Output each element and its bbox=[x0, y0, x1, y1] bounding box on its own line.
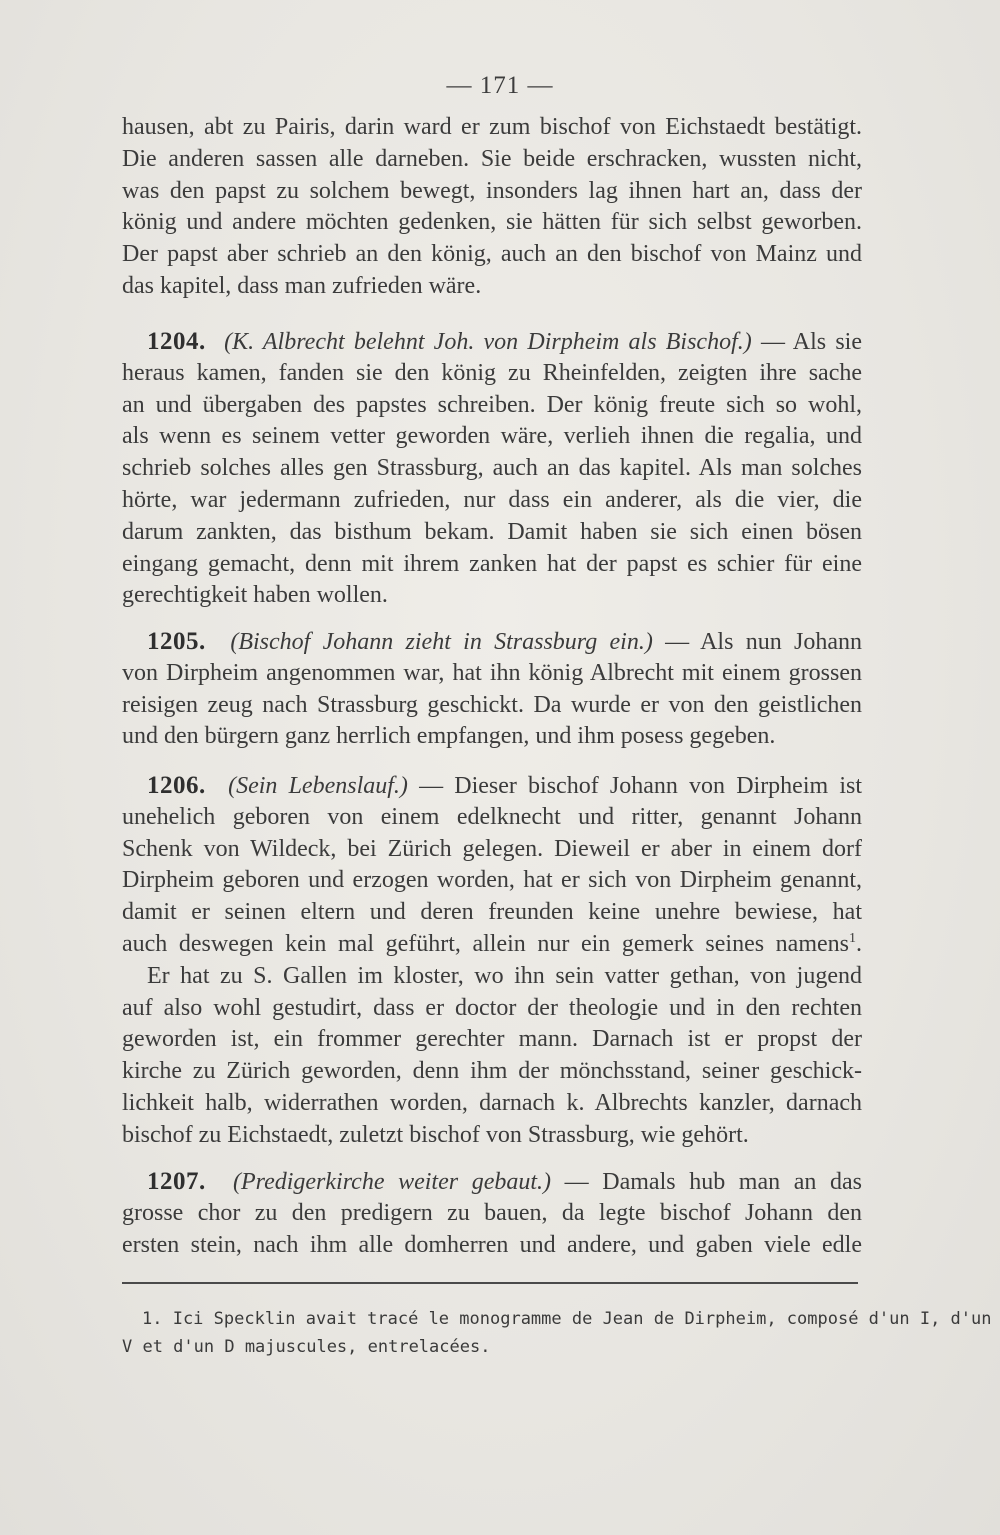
footnote-reference: 1 bbox=[849, 930, 856, 946]
text-line: geworden ist, ein frommer gerechter mann. Darnach ist er propst der bbox=[122, 1026, 862, 1053]
entry-number: 1206. bbox=[147, 772, 206, 799]
entry-heading-line bbox=[122, 770, 862, 802]
text-line-with-footnote: auch deswegen kein mal geführt, allein nur ein gemerk seines namens$^1$. bbox=[122, 930, 862, 957]
text-line: Er hat zu S. Gallen im kloster, wo ihn sein vatter gethan, von jugend bbox=[147, 962, 862, 989]
text-line: Der papst aber schrieb an den könig, auch an den bischof von Mainz und bbox=[122, 241, 862, 268]
text-line: hörte, war jedermann zufrieden, nur dass ein anderer, als die vier, die bbox=[122, 486, 862, 513]
text-line: eingang gemacht, denn mit ihrem zanken hat der papst es schier für eine bbox=[122, 550, 862, 577]
entry-number: 1205. bbox=[147, 628, 206, 655]
text-line: an und übergaben des papstes schreiben. Der könig freute sich so wohl, bbox=[122, 391, 862, 418]
page-number: — 171 — bbox=[446, 72, 554, 99]
text-line: das kapitel, dass man zufrieden wäre. bbox=[122, 272, 482, 299]
text-line: kirche zu Zürich geworden, denn ihm der mönchsstand, seiner geschick- bbox=[122, 1058, 862, 1085]
text-line: was den papst zu solchem bewegt, insonders lag ihnen hart an, dass der bbox=[122, 177, 862, 204]
text-line: bischof zu Eichstaedt, zuletzt bischof von Strassburg, wie gehört. bbox=[122, 1121, 749, 1148]
entry-1205 bbox=[122, 626, 862, 753]
entry-heading-line bbox=[122, 326, 862, 358]
text-line: unehelich geboren von einem edelknecht und ritter, genannt Johann bbox=[122, 803, 862, 830]
entry-first-line-text: — Damals hub man an das bbox=[564, 1169, 863, 1195]
text-line: und den bürgern ganz herrlich empfangen, und ihm posess gegeben. bbox=[122, 723, 776, 750]
entry-first-line-text: — Als sie bbox=[760, 329, 862, 355]
entry-first-line-text: — Als nun Johann bbox=[665, 629, 863, 655]
text-line: Schenk von Wildeck, bei Zürich gelegen. Dieweil er aber in einem dorf bbox=[122, 835, 862, 862]
text-line: schrieb solches alles gen Strassburg, auch an das kapitel. Als man solches bbox=[122, 455, 862, 482]
entry-title: (Bischof Johann zieht in Strassburg ein.) bbox=[230, 629, 653, 655]
footnote-line: 1. Ici Specklin avait tracé le monogramme de Jean de Dirpheim, composé d'un I, d'un bbox=[142, 1309, 992, 1329]
footnote bbox=[122, 1305, 992, 1361]
entry-heading-line bbox=[122, 626, 862, 658]
entry-1204 bbox=[122, 326, 862, 612]
text-fragment: auch deswegen kein mal geführt, allein nur ein gemerk seines namens bbox=[122, 930, 849, 957]
text-line: Die anderen sassen alle darneben. Sie beide erschracken, wussten nicht, bbox=[122, 145, 862, 172]
text-line: hausen, abt zu Pairis, darin ward er zum bischof von Eichstaedt bestätigt. bbox=[122, 114, 862, 140]
text-line: von Dirpheim angenommen war, hat ihn könig Albrecht mit einem grossen bbox=[122, 659, 862, 686]
entry-title: (K. Albrecht belehnt Joh. von Dirpheim als Bischof.) bbox=[224, 329, 752, 355]
entry-number: 1204. bbox=[147, 328, 206, 355]
entry-first-line-text: — Dieser bischof Johann von Dirpheim ist bbox=[419, 773, 863, 799]
entry-1207 bbox=[122, 1166, 862, 1261]
text-line: ersten stein, nach ihm alle domherren und andere, und gaben viele edle bbox=[122, 1231, 862, 1258]
text-line: könig und andere möchten gedenken, sie hätten für sich selbst geworben. bbox=[122, 209, 862, 236]
text-line: heraus kamen, fanden sie den könig zu Rheinfelden, zeigten ihre sache bbox=[122, 359, 862, 386]
text-line: Dirpheim geboren und erzogen worden, hat er sich von Dirpheim genannt, bbox=[122, 867, 862, 894]
text-line: als wenn es seinem vetter geworden wäre, verlieh ihnen die regalia, und bbox=[122, 423, 862, 450]
text-line: darum zankten, das bisthum bekam. Damit haben sie sich einen bösen bbox=[122, 518, 862, 545]
text-line: reisigen zeug nach Strassburg geschickt. Da wurde er von den geistlichen bbox=[122, 691, 862, 718]
entry-heading-line bbox=[122, 1166, 862, 1198]
entry-number: 1207. bbox=[147, 1168, 206, 1195]
text-line: lichkeit halb, widerrathen worden, darnach k. Albrechts kanzler, darnach bbox=[122, 1089, 862, 1116]
text-line: auf also wohl gestudirt, dass er doctor der theologie und in den rechten bbox=[122, 994, 862, 1021]
text-line: gerechtigkeit haben wollen. bbox=[122, 582, 388, 609]
paragraph-continuation bbox=[122, 112, 862, 303]
entry-title: (Sein Lebenslauf.) bbox=[228, 773, 408, 799]
entry-title: (Predigerkirche weiter gebaut.) bbox=[232, 1169, 552, 1195]
text-line: grosse chor zu den predigern zu bauen, da legte bischof Johann den bbox=[122, 1199, 862, 1226]
entry-1206 bbox=[122, 770, 862, 1152]
text-line: damit er seinen eltern und deren freunden keine unehre bewiese, hat bbox=[122, 899, 862, 926]
footnote-line: V et d'un D majuscules, entrelacées. bbox=[122, 1337, 491, 1357]
footnote-divider bbox=[122, 1282, 858, 1284]
